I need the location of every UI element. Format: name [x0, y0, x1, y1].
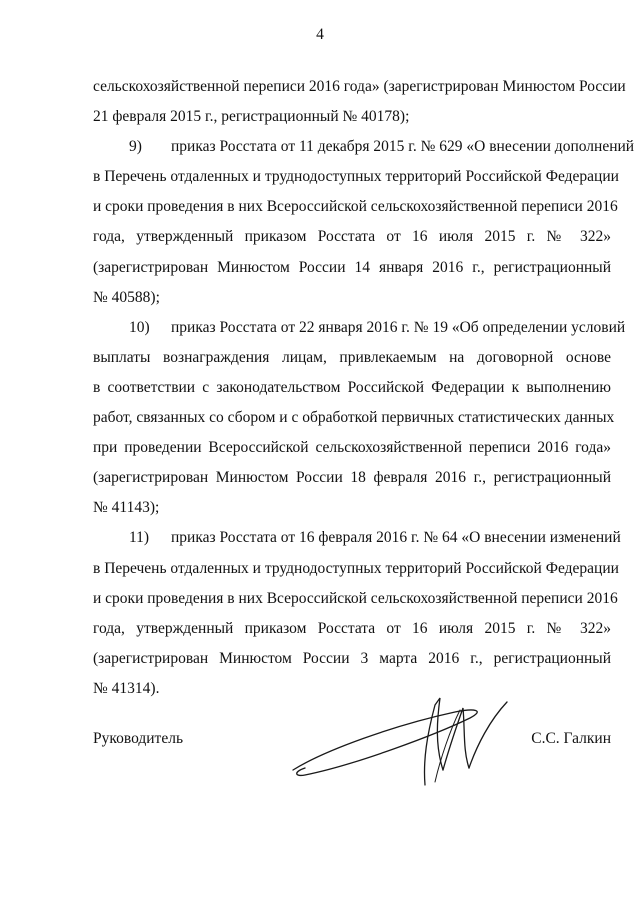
list-item	[93, 132, 635, 313]
continuation-paragraph	[93, 72, 626, 132]
signatory-name: С.С. Галкин	[531, 730, 611, 747]
signature-block	[93, 730, 611, 790]
text-line	[93, 313, 626, 343]
item-text: приказ Росстата от 16 февраля 2016 г. № 64 «О внесении изменений	[171, 529, 621, 547]
text-line: в Перечень отдаленных и труднодоступных территорий Российской Федерации	[93, 168, 619, 186]
text-line: года, утвержденный приказом Росстата от 16 июля 2015 г. № 322»	[93, 619, 611, 637]
text-line: сельскохозяйственной переписи 2016 года» (зарегистрирован Минюстом России	[93, 78, 626, 95]
text-line	[93, 523, 621, 553]
text-line: работ, связанных со сбором и с обработкой первичных статистических данных	[93, 409, 615, 427]
text-line: (зарегистрирован Минюстом России 14 января 2016 г., регистрационный	[93, 258, 611, 276]
text-line: года, утвержденный приказом Росстата от 16 июля 2015 г. № 322»	[93, 228, 611, 246]
text-line: (зарегистрирован Минюстом России 18 февраля 2016 г., регистрационный	[93, 469, 611, 487]
text-line: № 40588);	[93, 288, 160, 306]
list-item	[93, 313, 626, 524]
text-line: при проведении Всероссийской сельскохозяйственной переписи 2016 года»	[93, 439, 611, 457]
text-line: выплаты вознаграждения лицам, привлекаемым на договорной основе	[93, 348, 611, 366]
text-line: № 41143);	[93, 499, 160, 517]
text-line: № 41314).	[93, 679, 160, 697]
text-line: в соответствии с законодательством Российской Федерации к выполнению	[93, 378, 611, 396]
item-text: приказ Росстата от 11 декабря 2015 г. № 629 «О внесении дополнений	[171, 138, 635, 156]
text-line: и сроки проведения в них Всероссийской сельскохозяйственной переписи 2016	[93, 198, 618, 216]
item-number: 9)	[129, 138, 142, 156]
text-line: в Перечень отдаленных и труднодоступных территорий Российской Федерации	[93, 559, 619, 577]
text-line: (зарегистрирован Минюстом России 3 марта 2016 г., регистрационный	[93, 649, 611, 667]
signatory-position: Руководитель	[93, 730, 184, 747]
text-line: 21 февраля 2015 г., регистрационный № 40178);	[93, 108, 410, 126]
text-line: и сроки проведения в них Всероссийской сельскохозяйственной переписи 2016	[93, 589, 618, 607]
page-number: 4	[316, 26, 324, 43]
text-line	[93, 132, 635, 162]
document-body	[93, 72, 635, 704]
list-item	[93, 523, 621, 704]
item-number: 11)	[129, 529, 150, 547]
item-text: приказ Росстата от 22 января 2016 г. № 19 «Об определении условий	[171, 318, 626, 336]
item-number: 10)	[129, 318, 150, 336]
